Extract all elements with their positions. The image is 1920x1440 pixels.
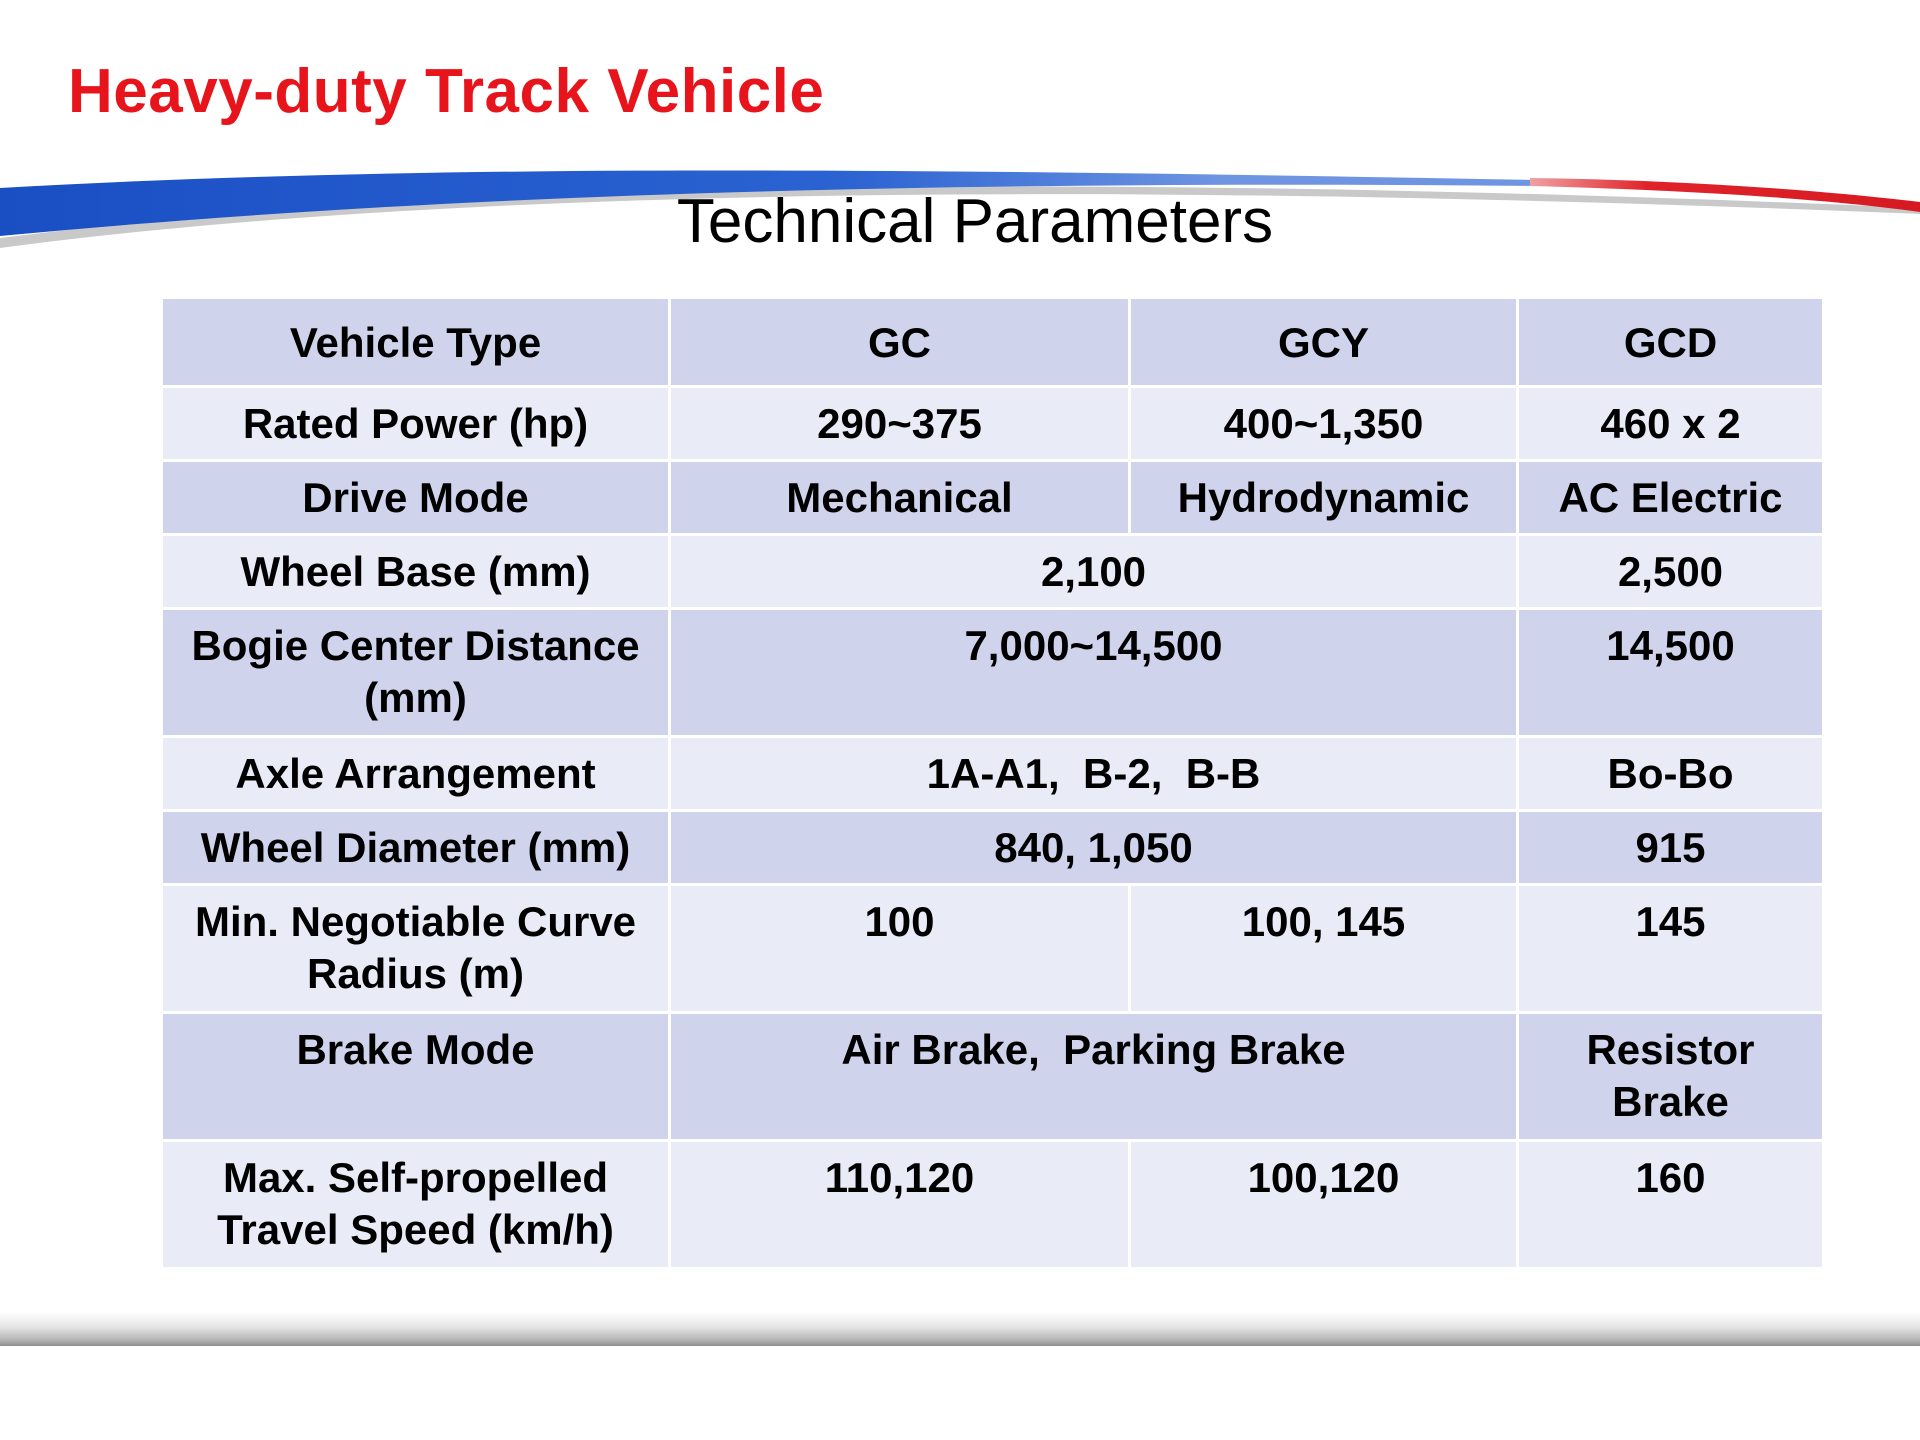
cell-drive-mode-gcy: Hydrodynamic: [1130, 461, 1518, 535]
cell-rated-power-gcy: 400~1,350: [1130, 387, 1518, 461]
cell-wheel-base-gcd: 2,500: [1518, 535, 1824, 609]
header-vehicle-type: Vehicle Type: [162, 298, 670, 387]
cell-brake-gcd: [1518, 1013, 1824, 1141]
cell-curve-gcy: 100, 145: [1130, 885, 1518, 1013]
cell-wheel-diameter-gc-gcy: 840, 1,050: [670, 811, 1518, 885]
header-gcy: GCY: [1130, 298, 1518, 387]
cell-bogie-gc-gcy: 7,000~14,500: [670, 609, 1518, 737]
cell-speed-gc: 110,120: [670, 1141, 1130, 1269]
label-curve-line1: Min. Negotiable Curve: [194, 898, 637, 945]
cell-brake-gcd-line1: Resistor: [1586, 1026, 1755, 1073]
slide-title: Heavy-duty Track Vehicle: [68, 57, 825, 126]
cell-wheel-diameter-gcd: 915: [1518, 811, 1824, 885]
label-drive-mode: Drive Mode: [162, 461, 670, 535]
label-curve-line2: Radius (m): [306, 950, 524, 997]
cell-rated-power-gc: 290~375: [670, 387, 1130, 461]
label-axle-arrangement: Axle Arrangement: [162, 737, 670, 811]
table-header-row: [162, 298, 1824, 387]
cell-brake-gc-gcy: Air Brake, Parking Brake: [670, 1013, 1518, 1141]
row-drive-mode: [162, 461, 1824, 535]
cell-axle-gcd: Bo-Bo: [1518, 737, 1824, 811]
cell-axle-gc-gcy: 1A-A1, B-2, B-B: [670, 737, 1518, 811]
label-speed-line1: Max. Self-propelled: [222, 1154, 609, 1201]
row-rated-power: [162, 387, 1824, 461]
label-brake-mode: Brake Mode: [162, 1013, 670, 1141]
label-bogie-line2: (mm): [364, 674, 467, 721]
label-max-speed: [162, 1141, 670, 1269]
cell-rated-power-gcd: 460 x 2: [1518, 387, 1824, 461]
cell-speed-gcy: 100,120: [1130, 1141, 1518, 1269]
cell-drive-mode-gc: Mechanical: [670, 461, 1130, 535]
cell-speed-gcd: 160: [1518, 1141, 1824, 1269]
row-brake-mode: [162, 1013, 1824, 1141]
cell-curve-gc: 100: [670, 885, 1130, 1013]
row-bogie-center-distance: [162, 609, 1824, 737]
cell-brake-gcd-line2: Brake: [1612, 1078, 1729, 1125]
row-wheel-diameter: [162, 811, 1824, 885]
label-bogie-line1: Bogie Center Distance: [191, 622, 640, 669]
label-bogie-center-distance: [162, 609, 670, 737]
row-max-speed: [162, 1141, 1824, 1269]
row-wheel-base: [162, 535, 1824, 609]
cell-curve-gcd: 145: [1518, 885, 1824, 1013]
table-heading: Technical Parameters: [676, 187, 1274, 256]
label-min-curve-radius: [162, 885, 670, 1013]
label-wheel-diameter: Wheel Diameter (mm): [162, 811, 670, 885]
footer-bar: [0, 1312, 1920, 1346]
header-gc: GC: [670, 298, 1130, 387]
cell-wheel-base-gc-gcy: 2,100: [670, 535, 1518, 609]
row-axle-arrangement: [162, 737, 1824, 811]
label-wheel-base: Wheel Base (mm): [162, 535, 670, 609]
label-speed-line2: Travel Speed (km/h): [217, 1206, 614, 1253]
cell-bogie-gcd: 14,500: [1518, 609, 1824, 737]
label-rated-power: Rated Power (hp): [162, 387, 670, 461]
row-min-curve-radius: [162, 885, 1824, 1013]
cell-drive-mode-gcd: AC Electric: [1518, 461, 1824, 535]
header-gcd: GCD: [1518, 298, 1824, 387]
technical-parameters-table: [160, 296, 1825, 1270]
